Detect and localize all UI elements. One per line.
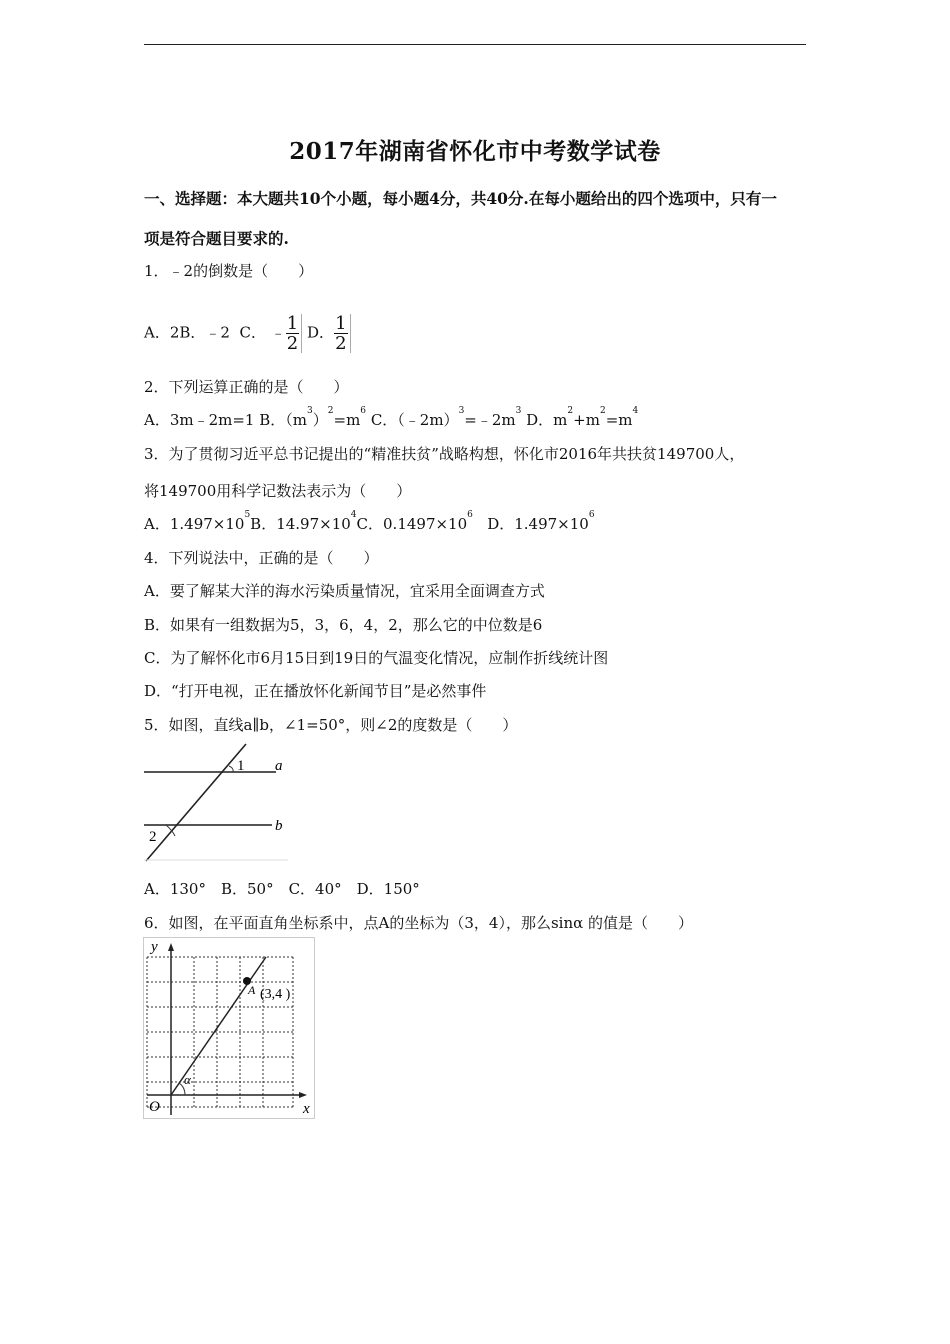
q3-option-a: A．$1.497\times 10^5$ — [144, 510, 251, 533]
q1-option-c-sign: ﹣ — [270, 323, 286, 342]
q1-option-c-fraction — [286, 314, 302, 353]
angle-1-label: 1 — [237, 758, 245, 774]
angle-2-label: 2 — [149, 829, 157, 845]
q2-options — [144, 406, 639, 430]
x-axis-arrow — [299, 1092, 307, 1098]
q4-option-d: D．“打开电视，正在播放怀化新闻节目”是必然事件 — [144, 682, 487, 700]
q1-option-b: B．﹣2 — [179, 323, 230, 342]
q1-option-d-prefix: D． — [307, 323, 335, 342]
q4-option-a: A．要了解某大洋的海水污染质量情况，宜采用全面调查方式 — [144, 582, 545, 600]
y-axis-label: y — [151, 939, 158, 955]
q2-option-d: D．$m^2+m^2=m^4$ — [526, 406, 639, 429]
header-rule — [144, 44, 806, 45]
q4-stem: 4．下列说法中，正确的是（ ） — [144, 549, 379, 567]
origin-label: O — [149, 1099, 160, 1115]
angle-2-arc — [166, 825, 175, 836]
q2-option-b: B．$(m^3)^2=m^6$ — [259, 406, 367, 429]
q3-stem-line1: 3．为了贯彻习近平总书记提出的“精准扶贫”战略构想，怀化市2016年共扶贫149700人， — [144, 445, 745, 463]
line-a-label: a — [275, 758, 283, 774]
section-heading-line1: 一、选择题：本大题共10个小题，每小题4分，共40分.在每小题给出的四个选项中，只有一 — [144, 189, 777, 208]
q5-options: A．130° B．50° C．40° D．150° — [144, 880, 420, 898]
page-title: 2017年湖南省怀化市中考数学试卷 — [289, 138, 661, 165]
q1-stem: 1．﹣2的倒数是（ ） — [144, 262, 314, 280]
line-b-label: b — [275, 818, 283, 834]
q3-option-b: B．$14.97\times 10^4$ — [250, 510, 357, 533]
transversal-line — [146, 744, 246, 861]
q1-option-c-prefix: C． — [239, 323, 266, 342]
q4-option-b: B．如果有一组数据为5，3，6，4，2，那么它的中位数是6 — [144, 616, 543, 634]
q1-option-a: A．2 — [144, 323, 180, 342]
q1-option-d-numerator: 1 — [335, 313, 347, 334]
grid-lines — [147, 957, 293, 1107]
point-a-label: A — [248, 983, 256, 997]
q6-stem: 6．如图，在平面直角坐标系中，点A的坐标为（3，4），那么sinα 的值是（ ） — [144, 914, 694, 932]
q4-option-c: C．为了解怀化市6月15日到19日的气温变化情况，应制作折线统计图 — [144, 649, 609, 667]
q3-option-c: C．$0.1497\times 10^6$ — [356, 510, 473, 533]
section-heading-line2: 项是符合题目要求的. — [144, 229, 289, 248]
q2-stem: 2．下列运算正确的是（ ） — [144, 378, 349, 396]
q1-options — [144, 314, 351, 353]
q3-options — [144, 510, 595, 534]
point-a-coords: (3,4 ) — [260, 987, 291, 1002]
q2-option-c: C．$(﹣2m)^3=﹣2m^3$ — [370, 406, 522, 429]
q1-option-d-denominator: 2 — [335, 333, 347, 354]
q6-figure — [143, 937, 315, 1119]
y-axis-arrow — [168, 943, 174, 951]
q5-stem: 5．如图，直线a∥b，∠1=50°，则∠2的度数是（ ） — [144, 716, 518, 734]
figure-frame — [144, 938, 315, 1119]
q1-option-c-denominator: 2 — [286, 333, 299, 354]
x-axis-label: x — [303, 1101, 310, 1117]
q1-option-c-numerator: 1 — [286, 313, 299, 334]
q5-figure — [144, 740, 290, 862]
q3-stem-line2: 将149700用科学记数法表示为（ ） — [144, 482, 412, 500]
q3-option-d: D．$1.497\times 10^6$ — [487, 510, 595, 533]
q1-option-d-fraction — [334, 314, 350, 353]
q2-option-a: A．3m﹣2m=1 — [144, 411, 255, 429]
alpha-label: α — [184, 1072, 191, 1087]
